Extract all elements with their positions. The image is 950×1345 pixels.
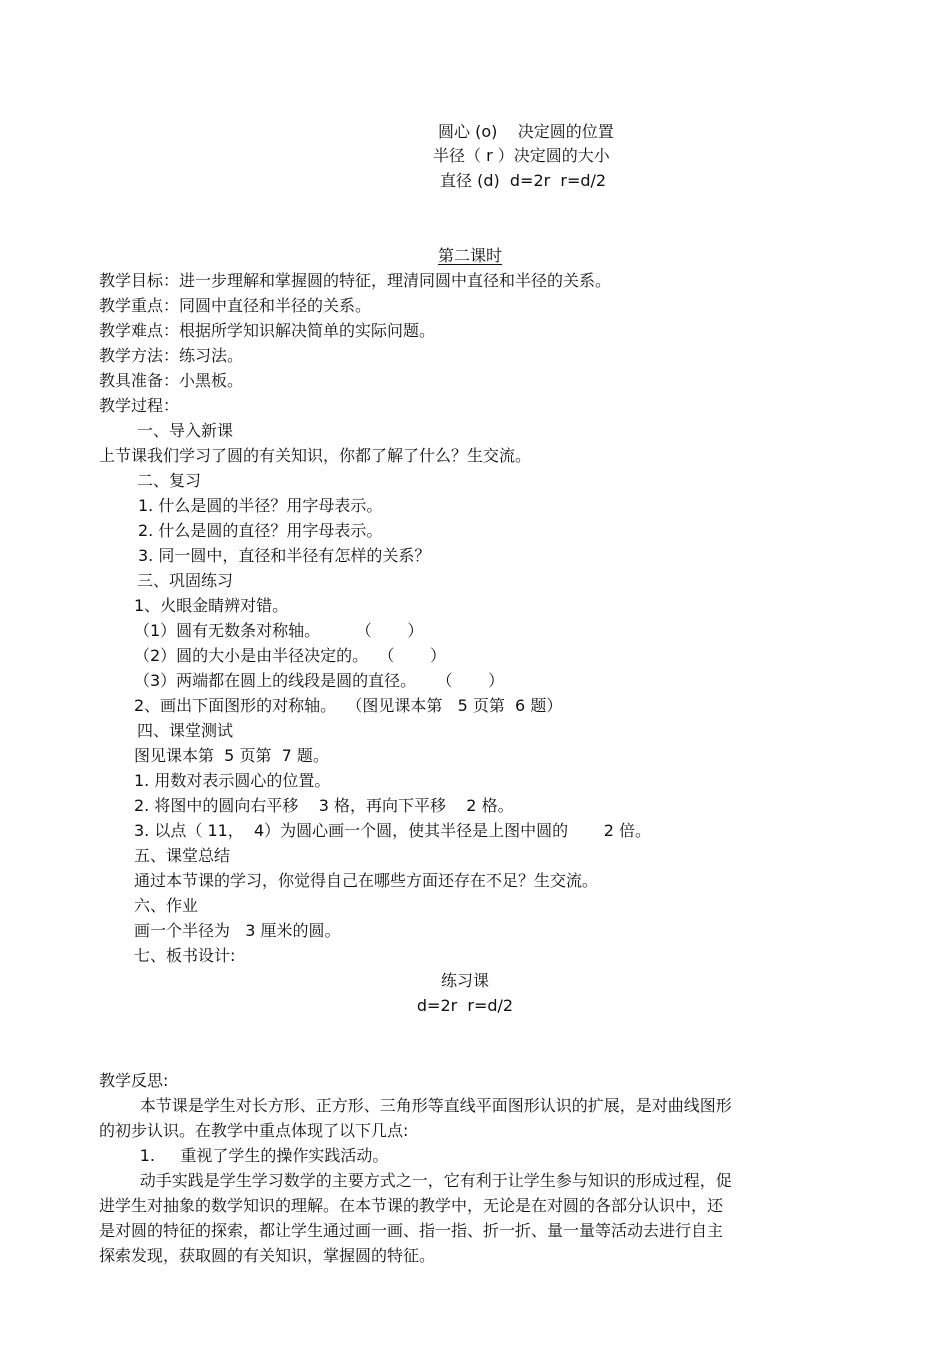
section-5-heading: 五、课堂总结 [134, 846, 231, 865]
section-3-heading: 三、巩固练习 [137, 571, 234, 590]
test-intro: 图见课本第 5 页第 7 题。 [134, 746, 329, 765]
exercise-1: 1、火眼金睛辨对错。 [134, 596, 289, 615]
reflection-p1-line-2: 的初步认识。在教学中重点体现了以下几点: [99, 1121, 409, 1140]
exercise-1-item-2: （2）圆的大小是由半径决定的。 （ ） [134, 646, 446, 665]
reflection-heading: 教学反思: [99, 1071, 169, 1090]
lesson-title: 第二课时 [438, 246, 503, 265]
exercise-1-item-1: （1）圆有无数条对称轴。 （ ） [134, 621, 424, 640]
section-1-text: 上节课我们学习了圆的有关知识，你都了解了什么？生交流。 [99, 446, 532, 465]
exercise-1-item-3: （3）两端都在圆上的线段是圆的直径。 （ ） [134, 671, 505, 690]
reflection-p2-line-1: 动手实践是学生学习数学的主要方式之一，它有利于让学生参与知识的形成过程，促 [99, 1171, 732, 1190]
test-item-2: 2. 将图中的圆向右平移 3 格，再向下平移 2 格。 [134, 796, 514, 815]
section-5-text: 通过本节课的学习，你觉得自己在哪些方面还存在不足？生交流。 [134, 871, 599, 890]
reflection-p2-line-2: 进学生对抽象的数学知识的理解。在本节课的教学中，无论是在对圆的各部分认识中，还 [99, 1196, 724, 1215]
board-design-title: 练习课 [440, 971, 489, 990]
section-4-heading: 四、课堂测试 [137, 721, 234, 740]
board-design-formula: d=2r r=d/2 [416, 996, 514, 1015]
teaching-difficulty: 教学难点：根据所学知识解决简单的实际问题。 [99, 321, 436, 340]
test-item-3: 3. 以点（ 11， 4）为圆心画一个圆，使其半径是上图中圆的 2 倍。 [134, 821, 652, 840]
exercise-2: 2、画出下面图形的对称轴。 （图见课本第 5 页第 6 题） [134, 696, 563, 715]
reflection-p2-line-3: 是对圆的特征的探索，都让学生通过画一画、指一指、折一折、量一量等活动去进行自主 [99, 1221, 724, 1240]
section-7-heading: 七、板书设计: [134, 946, 236, 965]
reflection-item-1: 1. 重视了学生的操作实践活动。 [99, 1146, 389, 1165]
board-top-line-1: 圆心 (o) 决定圆的位置 [438, 122, 614, 141]
review-question-1: 1. 什么是圆的半径？用字母表示。 [138, 496, 383, 515]
test-item-1: 1. 用数对表示圆心的位置。 [134, 771, 331, 790]
review-question-3: 3. 同一圆中，直径和半径有怎样的关系？ [138, 546, 431, 565]
teaching-method: 教学方法：练习法。 [99, 346, 244, 365]
section-6-heading: 六、作业 [134, 896, 199, 915]
reflection-p2-line-4: 探索发现，获取圆的有关知识，掌握圆的特征。 [99, 1246, 436, 1265]
board-top-line-2: 半径（ r ）决定圆的大小 [433, 146, 610, 165]
board-top-line-3: 直径 (d) d=2r r=d/2 [440, 171, 607, 190]
section-6-text: 画一个半径为 3 厘米的圆。 [134, 921, 341, 940]
teaching-key-point: 教学重点：同圆中直径和半径的关系。 [99, 296, 372, 315]
section-1-heading: 一、导入新课 [137, 421, 234, 440]
reflection-p1-line-1: 本节课是学生对长方形、正方形、三角形等直线平面图形认识的扩展，是对曲线图形 [99, 1096, 732, 1115]
review-question-2: 2. 什么是圆的直径？用字母表示。 [138, 521, 383, 540]
teaching-tools: 教具准备：小黑板。 [99, 371, 244, 390]
teaching-process: 教学过程： [99, 396, 180, 415]
teaching-objective: 教学目标：进一步理解和掌握圆的特征，理清同圆中直径和半径的关系。 [99, 271, 612, 290]
section-2-heading: 二、复习 [137, 471, 202, 490]
